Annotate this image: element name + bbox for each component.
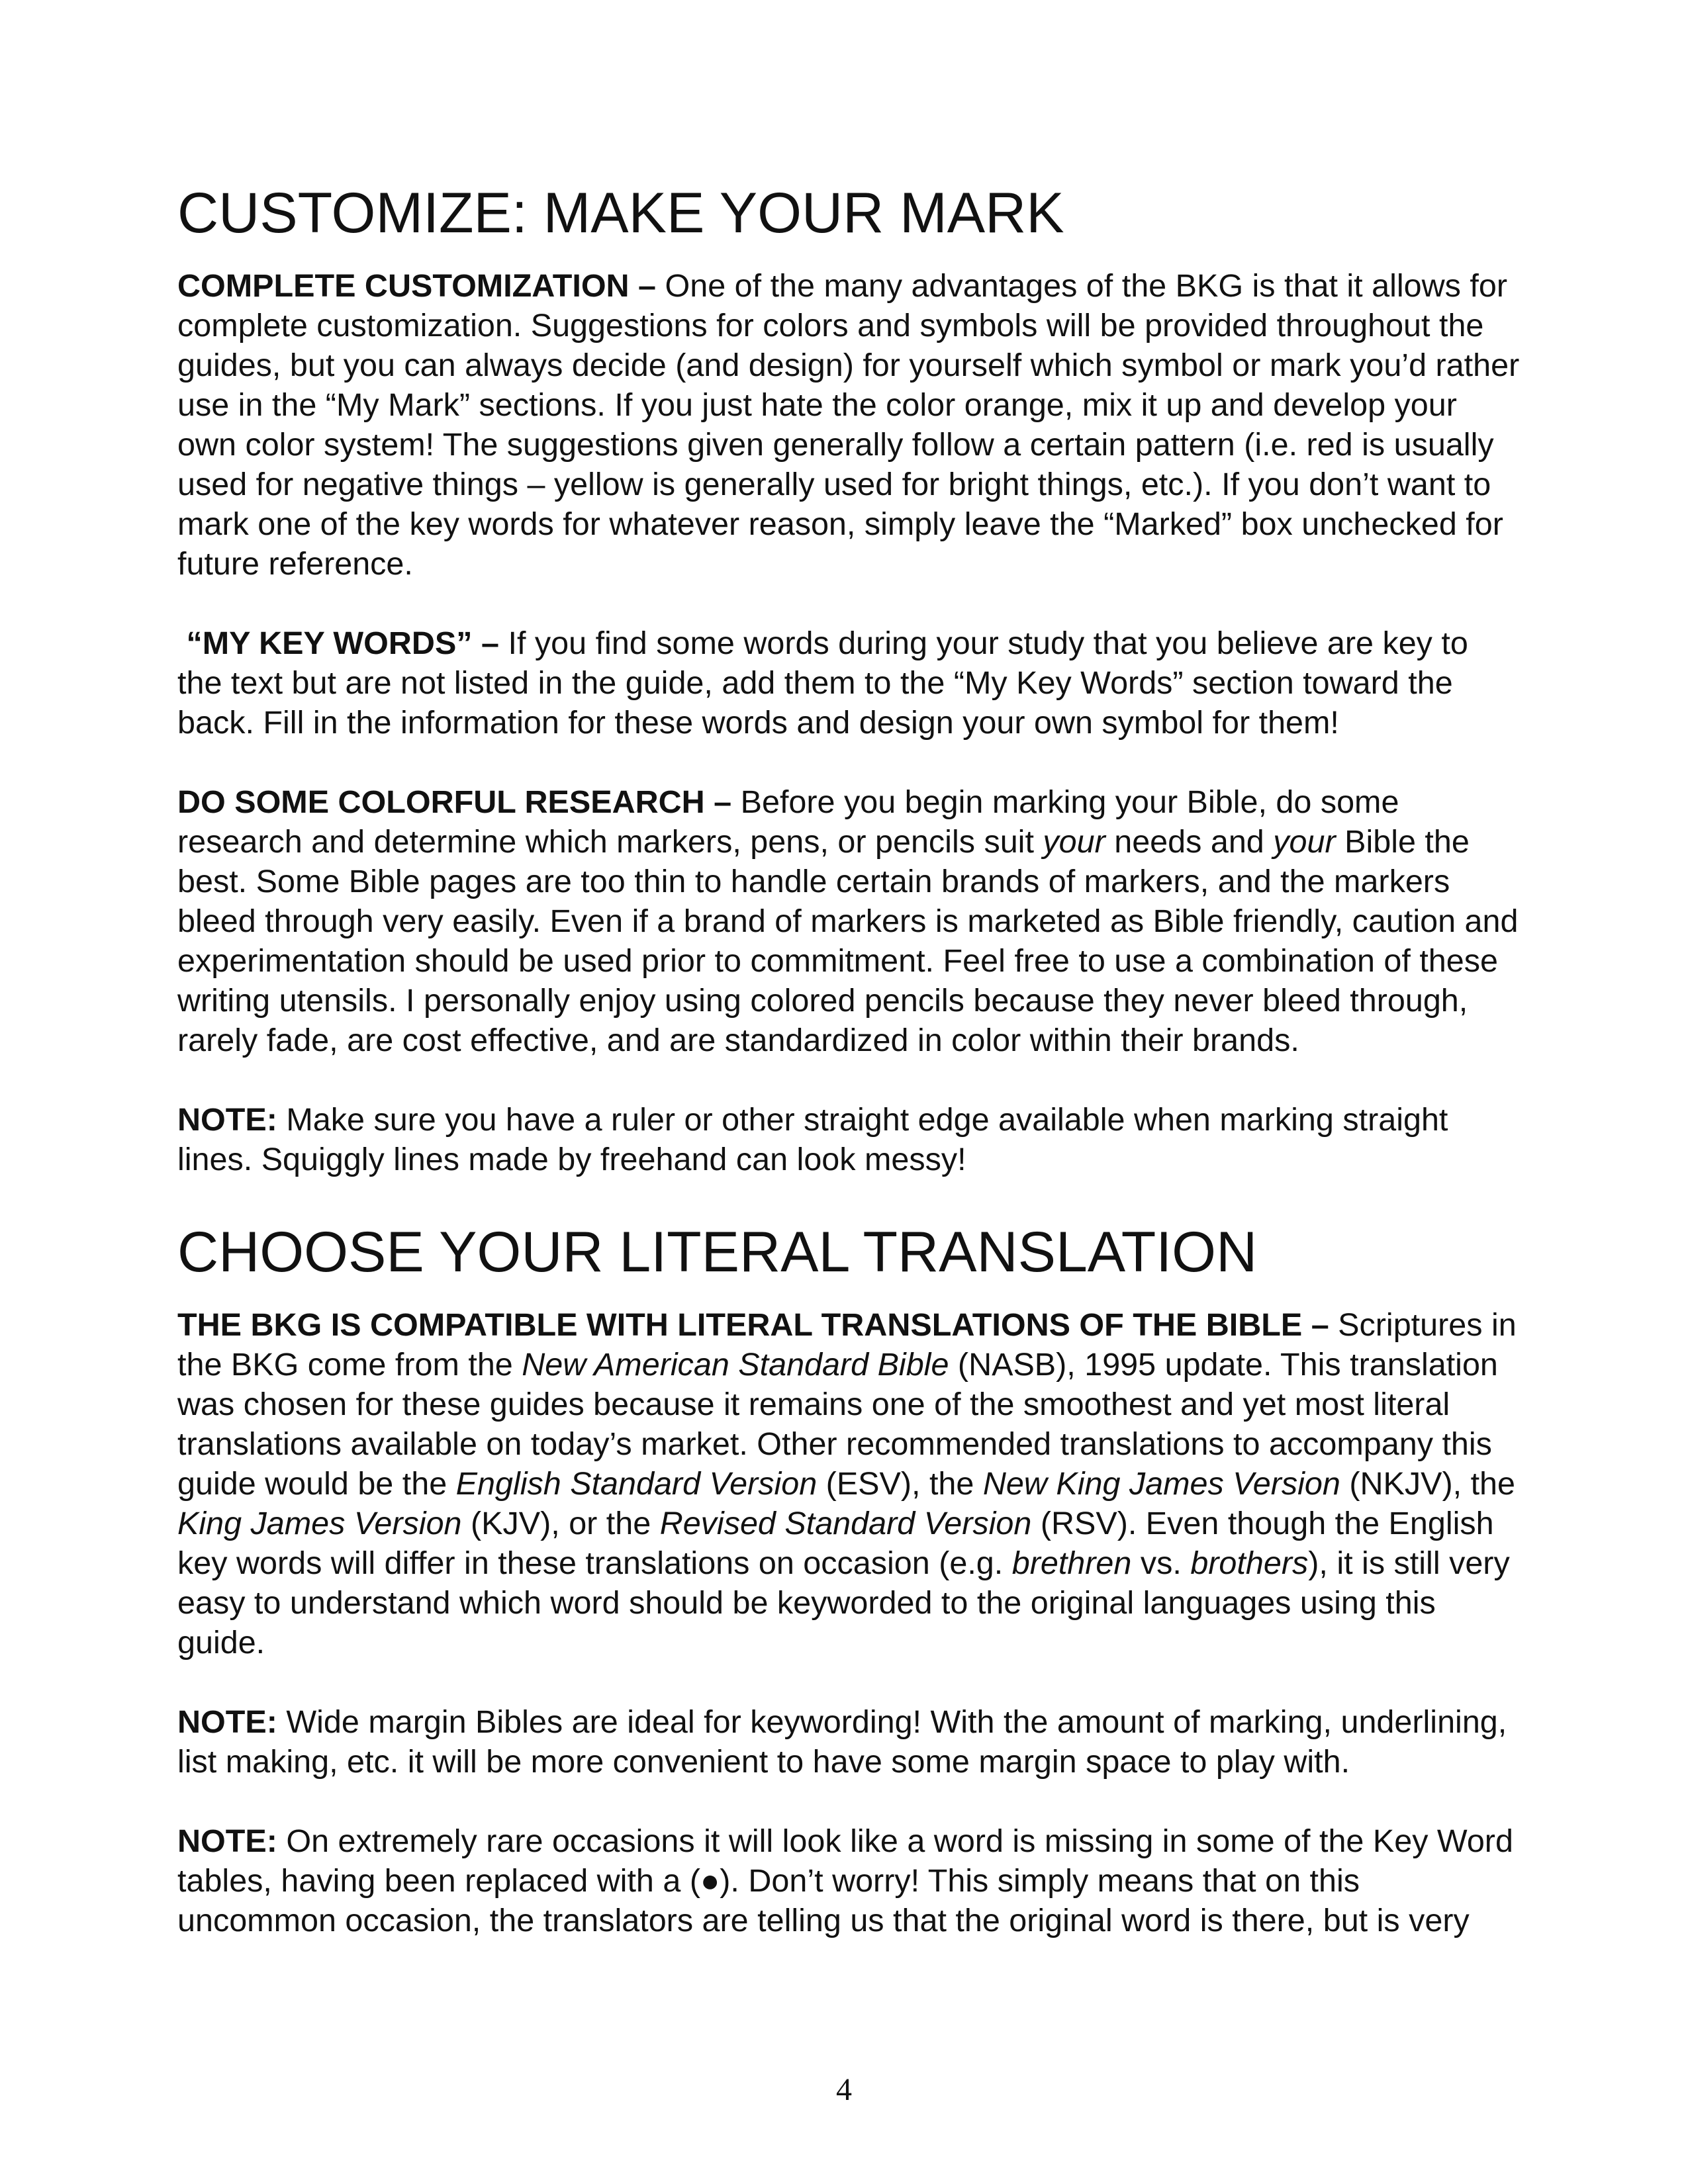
section-heading-customize: CUSTOMIZE: MAKE YOUR MARK xyxy=(177,181,1064,245)
emphasis-text: English Standard Version xyxy=(455,1466,818,1502)
paragraph-text: (RSV). Even though the English key words will differ in these translations on occasion (e.g. xyxy=(177,1506,1494,1581)
emphasis-text: New King James Version xyxy=(982,1466,1340,1502)
paragraph-lead: NOTE: xyxy=(177,1823,277,1859)
section-customize xyxy=(177,180,1521,1179)
paragraph-text: Bible the best. Some Bible pages are too thin to handle certain brands of markers, and the markers bleed through very easily. Even if a brand of markers is marketed as Bible friendly, caution and experimentation should be used prior to commitment. Feel free to use a combination of these writing utensils. I personally enjoy using colored pencils because they never bleed through, rarely fade, are cost effective, and are standardized in color within their brands. xyxy=(177,824,1519,1058)
paragraph-lead: NOTE: xyxy=(177,1102,277,1138)
paragraph-lead: NOTE: xyxy=(177,1704,277,1740)
paragraph-colorful-research xyxy=(177,782,1521,1060)
paragraph-text: On extremely rare occasions it will look like a word is missing in some of the Key Word tables, having been replaced with a (●). Don’t worry! This simply means that on this uncommon occasion, the translators are telling us that the original word is there, but is very xyxy=(177,1823,1513,1938)
page-content xyxy=(177,180,1521,1980)
emphasis-text: New American Standard Bible xyxy=(522,1347,949,1383)
page-number: 4 xyxy=(836,2072,852,2107)
emphasis-text: Revised Standard Version xyxy=(659,1506,1032,1541)
paragraph-text: If you find some words during your study that you believe are key to the text but are not listed in the guide, add them to the “My Key Words” section toward the back. Fill in the information for these words and design your own symbol for them! xyxy=(177,625,1468,741)
paragraph-bkg-compatible xyxy=(177,1305,1521,1662)
paragraph-text: Make sure you have a ruler or other straight edge available when marking straight lines. Squiggly lines made by freehand can look messy! xyxy=(177,1102,1448,1177)
emphasis-text: your xyxy=(1273,824,1336,860)
paragraph-text: (KJV), or the xyxy=(461,1506,660,1541)
paragraph-lead: DO SOME COLORFUL RESEARCH – xyxy=(177,784,732,820)
paragraph-lead: THE BKG IS COMPATIBLE WITH LITERAL TRANSLATIONS OF THE BIBLE – xyxy=(177,1307,1329,1343)
paragraph-my-key-words xyxy=(177,623,1521,743)
paragraph-text: (NASB), 1995 update. This translation was chosen for these guides because it remains one of the smoothest and yet most literal translations available on today’s market. Other recommended translations to accompany this guide would be the xyxy=(177,1347,1498,1502)
emphasis-text: brothers xyxy=(1190,1545,1309,1581)
paragraph-lead: COMPLETE CUSTOMIZATION – xyxy=(177,268,657,304)
emphasis-text: brethren xyxy=(1011,1545,1132,1581)
paragraph-text: ), it is still very easy to understand which word should be keyworded to the original languages using this guide. xyxy=(177,1545,1510,1661)
paragraph-note-ruler xyxy=(177,1100,1521,1179)
paragraph-text: Before you begin marking your Bible, do some research and determine which markers, pens, or pencils suit xyxy=(177,784,1399,860)
paragraph-text: (NKJV), the xyxy=(1340,1466,1515,1502)
paragraph-lead: “MY KEY WORDS” – xyxy=(177,625,499,661)
paragraph-note-missing-word xyxy=(177,1821,1521,1940)
paragraph-text: Scriptures in the BKG come from the xyxy=(177,1307,1517,1383)
emphasis-text: your xyxy=(1043,824,1105,860)
section-literal-translation xyxy=(177,1219,1521,1940)
paragraph-text: (ESV), the xyxy=(817,1466,983,1502)
paragraph-text: Wide margin Bibles are ideal for keywording! With the amount of marking, underlining, list making, etc. it will be more convenient to have some margin space to play with. xyxy=(177,1704,1507,1780)
section-heading-translation: CHOOSE YOUR LITERAL TRANSLATION xyxy=(177,1220,1258,1284)
paragraph-text: needs and xyxy=(1105,824,1274,860)
paragraph-text: vs. xyxy=(1131,1545,1191,1581)
paragraph-note-wide-margin xyxy=(177,1702,1521,1782)
emphasis-text: King James Version xyxy=(177,1506,462,1541)
paragraph-complete-customization xyxy=(177,266,1521,584)
paragraph-text: One of the many advantages of the BKG is that it allows for complete customization. Suggestions for colors and symbols will be provided throughout the guides, but you can always decide (and design) for yourself which symbol or mark you’d rather use in the “My Mark” sections. If you just hate the color orange, mix it up and develop your own color system! The suggestions given generally follow a certain pattern (i.e. red is usually used for negative things – yellow is generally used for bright things, etc.). If you don’t want to mark one of the key words for whatever reason, simply leave the “Marked” box unchecked for future reference. xyxy=(177,268,1520,582)
